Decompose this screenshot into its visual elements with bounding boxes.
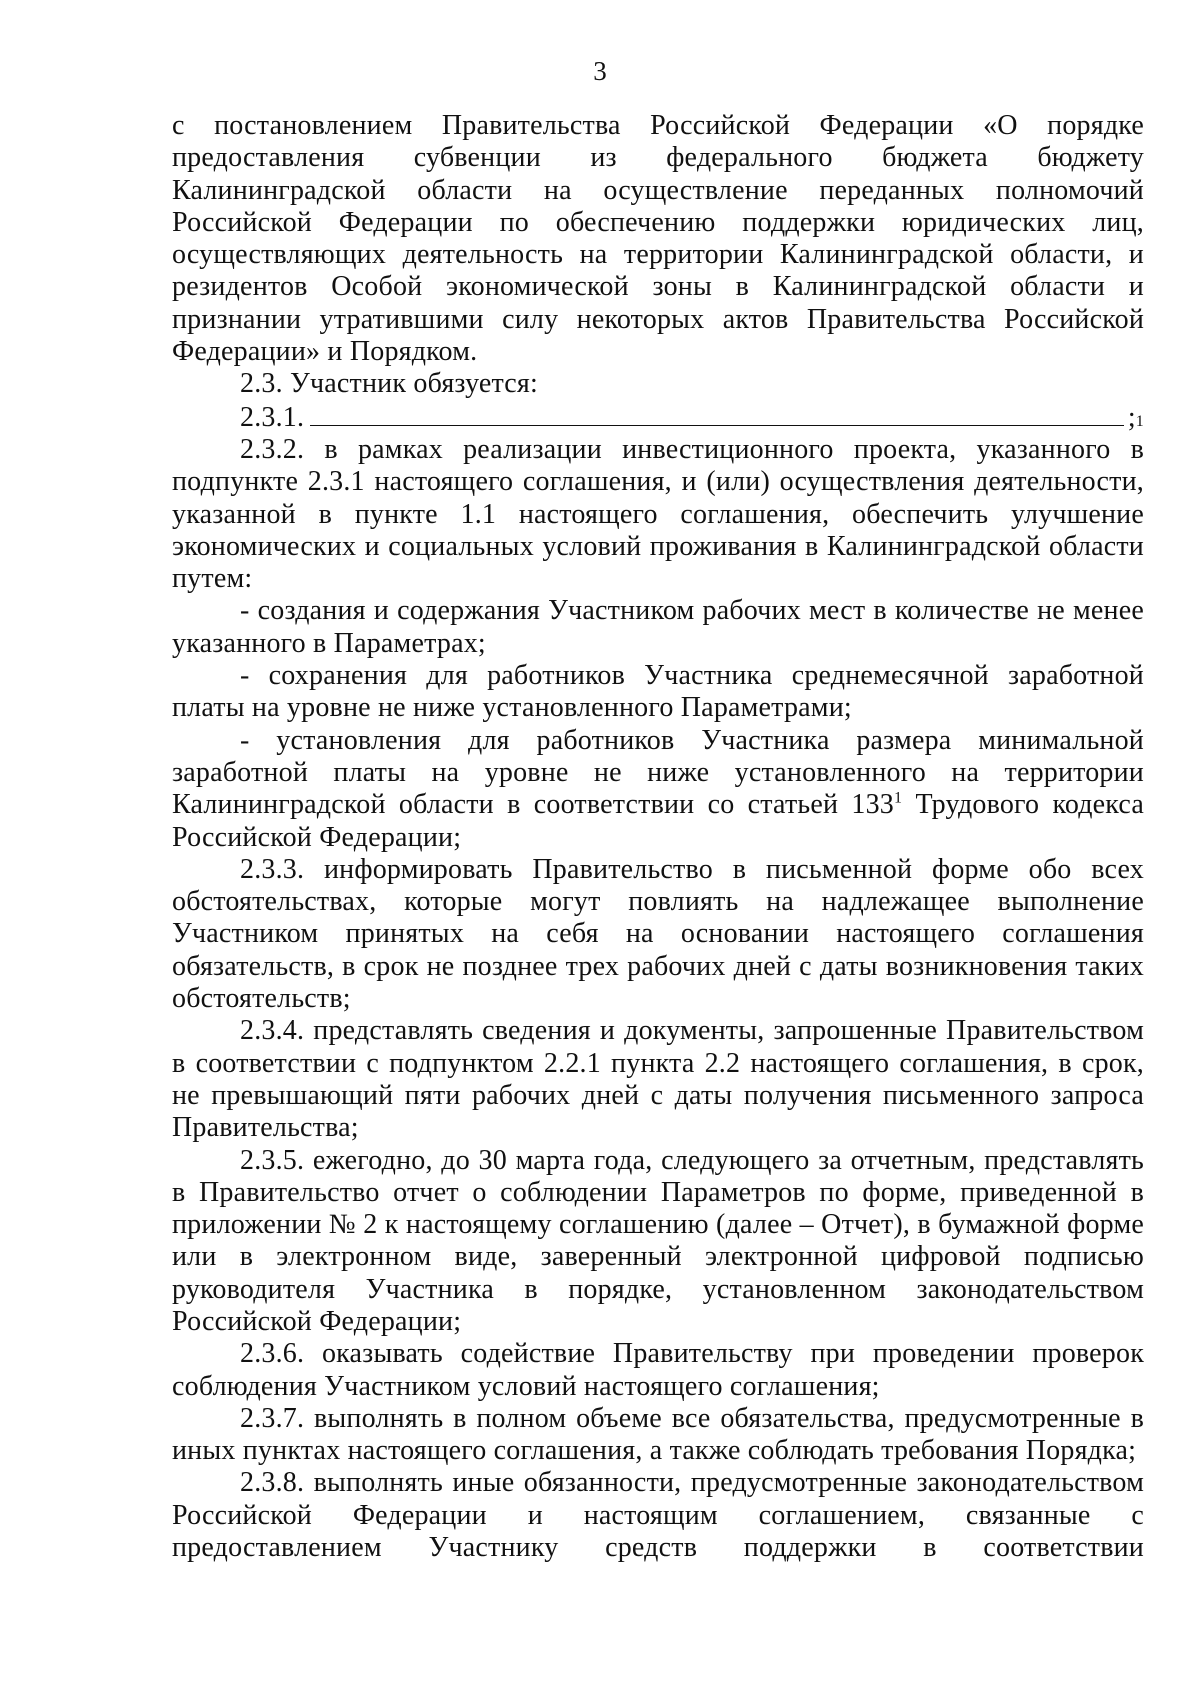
minimum-wage-text-b: Трудового кодекса Российской Федерации; xyxy=(172,789,1144,853)
clause-2-3-7: 2.3.7. выполнять в полном объеме все обязательства, предусмотренные в иных пунктах настоящего соглашения, а также соблюдать требования Порядка; xyxy=(172,1402,1144,1467)
page-number: 3 xyxy=(593,56,607,86)
article-superscript: 1 xyxy=(894,789,903,807)
list-item-jobs: - создания и содержания Участником рабочих мест в количестве не менее указанного в Параметрах; xyxy=(172,595,1144,659)
clause-2-3-heading: 2.3. Участник обязуется: xyxy=(240,368,538,400)
paragraph-resolution-reference: с постановлением Правительства Российской Федерации «О порядке предоставления субвенции из федерального бюджета бюджету Калининградской области на осуществление переданных полномочий Российской Федерации по обеспечению поддержки юридических лиц, осуществляющих деятельность на территории Калининградской области, и резидентов Особой экономической зоны в Калининградской области и признании утратившими силу некоторых актов Правительства Российской Федерации» и Порядком. xyxy=(172,110,1144,368)
clause-2-3-1-label: 2.3.1. xyxy=(240,401,305,433)
clause-2-3-1-blank: 2.3.1. ; 1 xyxy=(240,401,1144,433)
clause-2-3-1-end: ; xyxy=(1127,401,1136,433)
clause-2-3-6: 2.3.6. оказывать содействие Правительству при проведении проверок соблюдения Участником условий настоящего соглашения; xyxy=(172,1338,1144,1402)
list-item-minimum-wage xyxy=(172,725,1144,854)
minimum-wage-text-a: - установления для работников Участника размера минимальной заработной платы на уровне не ниже установленного на территории Калининградской области в соответствии со статьей 133 xyxy=(172,724,1144,821)
clause-2-3-8: 2.3.8. выполнять иные обязанности, предусмотренные законодательством Российской Федерации и настоящим соглашением, связанные с предоставлением Участнику средств поддержки в соответствии xyxy=(172,1467,1144,1564)
clause-2-3-5: 2.3.5. ежегодно, до 30 марта года, следующего за отчетным, представлять в Правительство отчет о соблюдении Параметров по форме, приведенной в приложении № 2 к настоящему соглашению (далее – Отчет), в бумажной форме или в электронном виде, заверенный электронной цифровой подписью руководителя Участника в порядке, установленном законодательством Российской Федерации; xyxy=(172,1144,1144,1337)
clause-2-3-4: 2.3.4. представлять сведения и документы, запрошенные Правительством в соответствии с подпунктом 2.2.1 пункта 2.2 настоящего соглашения, в срок, не превышающий пяти рабочих дней с даты получения письменного запроса Правительства; xyxy=(172,1015,1144,1144)
fill-in-line xyxy=(310,401,1124,426)
clause-2-3-3: 2.3.3. информировать Правительство в письменной форме обо всех обстоятельствах, которые могут повлиять на надлежащее выполнение Участником принятых на себя на основании настоящего соглашения обязательств, в срок не позднее трех рабочих дней с даты возникновения таких обстоятельств; xyxy=(172,853,1144,1015)
list-item-average-salary: - сохранения для работников Участника среднемесячной заработной платы на уровне не ниже установленного Параметрами; xyxy=(172,660,1144,724)
clause-2-3-2: 2.3.2. в рамках реализации инвестиционного проекта, указанного в подпункте 2.3.1 настоящего соглашения, и (или) осуществления деятельности, указанной в пункте 1.1 настоящего соглашения, обеспечить улучшение экономических и социальных условий проживания в Калининградской области путем: xyxy=(172,433,1144,595)
document-body xyxy=(172,110,1144,1564)
